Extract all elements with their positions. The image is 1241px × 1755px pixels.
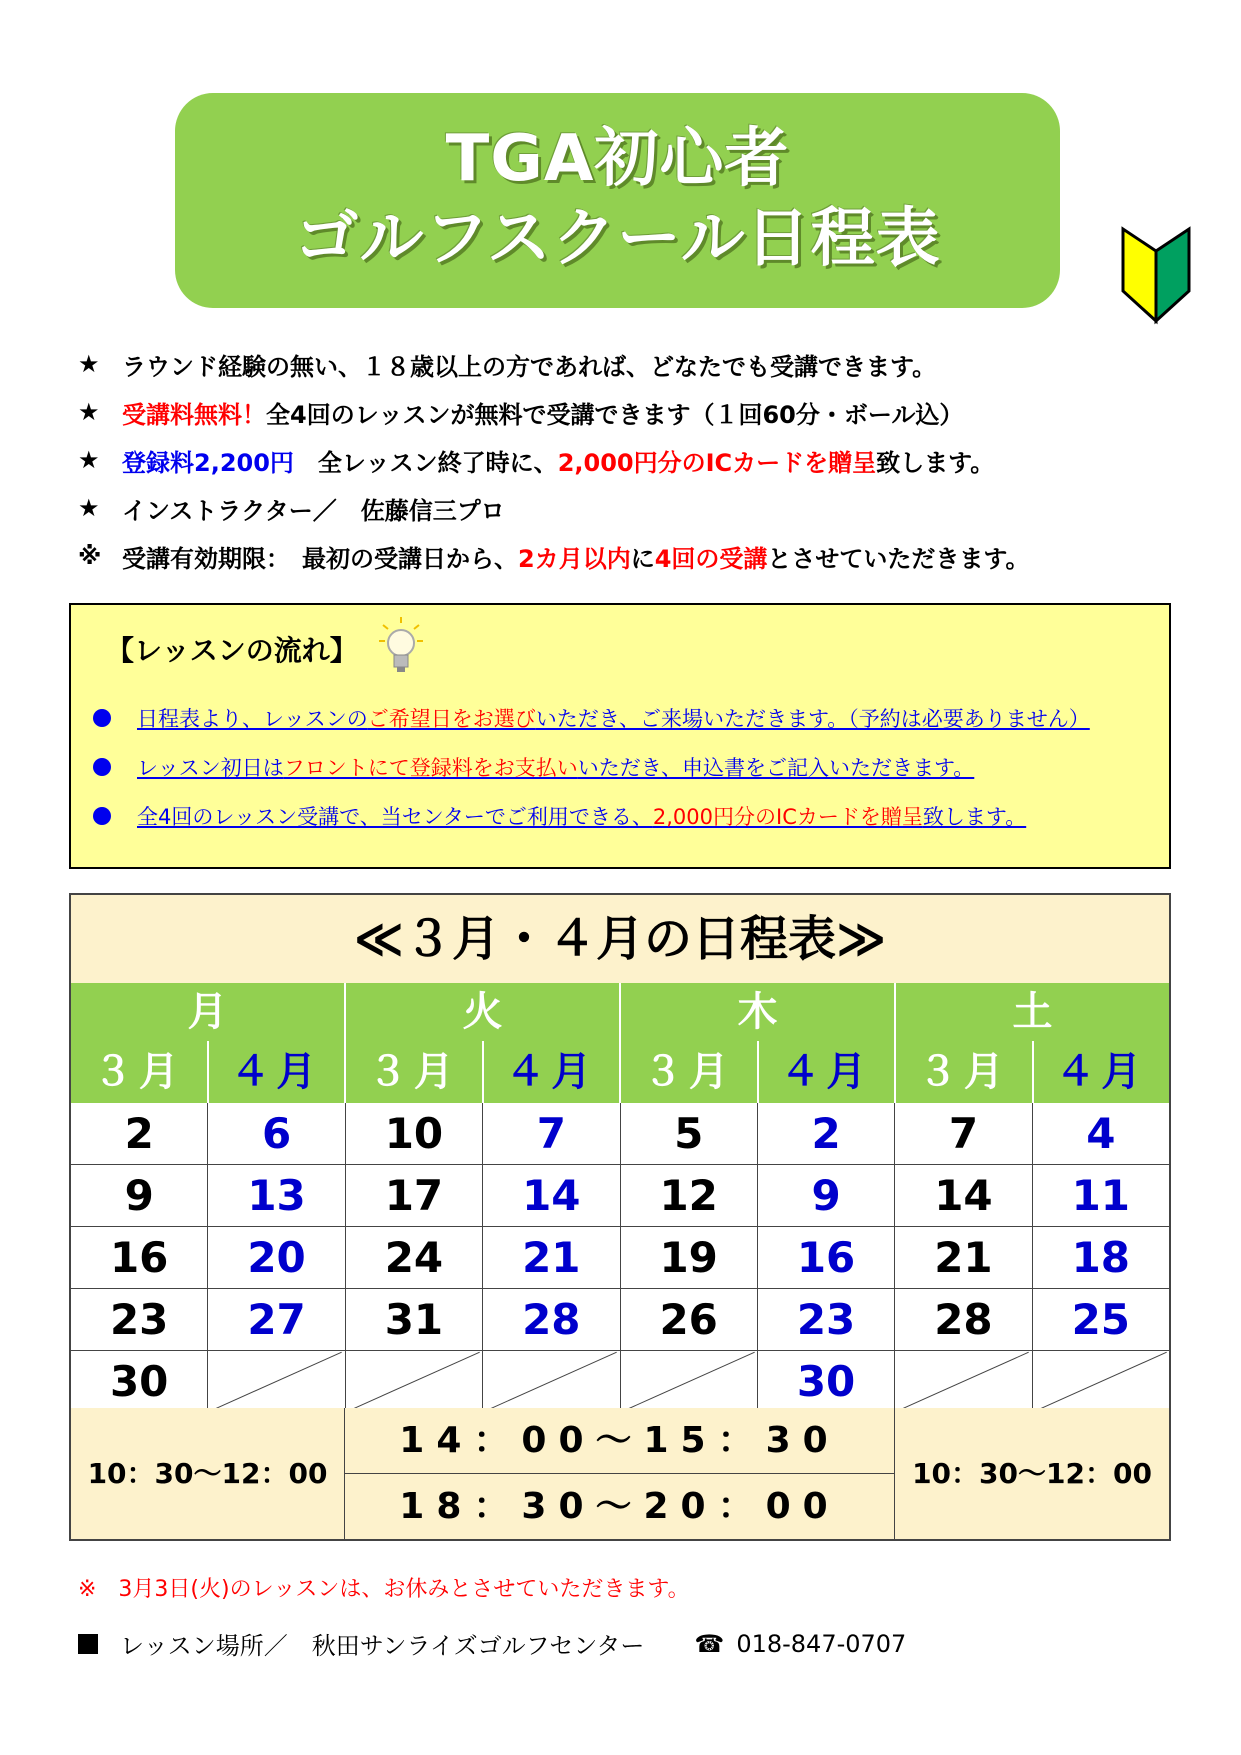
star-icon: ★ bbox=[78, 398, 100, 426]
schedule-title: ≪３月・４月の日程表≫ bbox=[71, 895, 1169, 984]
bullet-dot-icon bbox=[93, 758, 111, 776]
title-line-2: ゴルフスクール日程表 bbox=[294, 202, 941, 276]
empty-date-cell bbox=[483, 1351, 620, 1412]
note-text: 全レッスン終了時に、 bbox=[293, 448, 558, 477]
date-cell: 26 bbox=[621, 1289, 758, 1350]
empty-date-cell bbox=[895, 1351, 1032, 1412]
month-header: ３月 bbox=[896, 1041, 1034, 1103]
month-header: ３月 bbox=[71, 1041, 209, 1103]
note-item bbox=[78, 388, 1198, 436]
star-icon: ★ bbox=[78, 350, 100, 378]
date-cell: 31 bbox=[346, 1289, 483, 1350]
date-cell: 30 bbox=[71, 1351, 208, 1412]
notes-list bbox=[78, 340, 1198, 580]
note-highlight: 受講料無料！ bbox=[122, 400, 266, 429]
note-text: 致します。 bbox=[876, 448, 995, 477]
date-cell: 19 bbox=[621, 1227, 758, 1288]
note-item bbox=[78, 436, 1198, 484]
date-cell: 25 bbox=[1071, 1295, 1131, 1344]
date-cell: 21 bbox=[483, 1227, 620, 1288]
flow-step-text: 日程表より、レッスンのご希望日をお選びいただき、ご来場いただきます。（予約は必要ありません） bbox=[137, 707, 1090, 731]
note-text: に bbox=[630, 544, 655, 573]
date-cell: 7 bbox=[895, 1103, 1032, 1164]
date-cell: 9 bbox=[71, 1165, 208, 1226]
note-text: とさせていただきます。 bbox=[767, 544, 1030, 573]
note-highlight: 4回の受講 bbox=[654, 544, 768, 573]
empty-date-cell bbox=[346, 1351, 483, 1412]
note-item bbox=[78, 532, 1198, 580]
table-row bbox=[71, 1351, 1169, 1413]
date-cell: 14 bbox=[895, 1165, 1032, 1226]
date-cell: 5 bbox=[621, 1103, 758, 1164]
date-cell: 14 bbox=[483, 1165, 620, 1226]
note-item bbox=[78, 484, 1198, 532]
date-cell: 23 bbox=[758, 1289, 895, 1350]
month-header: ３月 bbox=[621, 1041, 759, 1103]
empty-date-cell bbox=[208, 1351, 345, 1412]
note-text: インストラクター／ 佐藤信三プロ bbox=[122, 496, 505, 525]
flow-step-text: レッスン初日はフロントにて登録料をお支払いいただき、申込書をご記入いただきます。 bbox=[137, 756, 975, 780]
date-cell: 12 bbox=[621, 1165, 758, 1226]
lesson-flow-title: 【レッスンの流れ】 bbox=[106, 634, 358, 667]
star-icon: ★ bbox=[78, 446, 100, 474]
date-cell: 16 bbox=[71, 1227, 208, 1288]
beginner-mark-icon bbox=[1115, 221, 1197, 331]
phone-icon: ☎ bbox=[694, 1629, 725, 1658]
date-cell: 9 bbox=[758, 1165, 895, 1226]
date-cell: 7 bbox=[483, 1103, 620, 1164]
note-text: ラウンド経験の無い、１８歳以上の方であれば、どなたでも受講できます。 bbox=[122, 352, 937, 381]
flow-step bbox=[93, 752, 974, 782]
month-header: ４月 bbox=[484, 1041, 622, 1103]
date-cell: 13 bbox=[208, 1165, 345, 1226]
date-cell: 20 bbox=[208, 1227, 345, 1288]
note-highlight: 2カ月以内 bbox=[518, 544, 631, 573]
flow-step-text: 全4回のレッスン受講で、当センターでご利用できる、2,000円分のICカードを贈呈致します。 bbox=[137, 805, 1027, 829]
note-text: 受講有効期限： 最初の受講日から、 bbox=[122, 544, 518, 573]
date-cell: 4 bbox=[1086, 1109, 1116, 1158]
square-bullet-icon bbox=[78, 1634, 98, 1654]
date-cell: 24 bbox=[346, 1227, 483, 1288]
evening-time: 18：30～20：00 bbox=[399, 1486, 840, 1527]
month-header: ４月 bbox=[1034, 1041, 1170, 1103]
lesson-times-row bbox=[71, 1408, 1169, 1539]
date-cell: 2 bbox=[758, 1103, 895, 1164]
schedule-table bbox=[69, 893, 1171, 1541]
title-banner bbox=[175, 93, 1060, 308]
title-line-1: TGA初心者 bbox=[445, 122, 790, 196]
date-cell: 27 bbox=[208, 1289, 345, 1350]
lightbulb-icon bbox=[379, 617, 423, 679]
date-cell: 6 bbox=[208, 1103, 345, 1164]
table-row bbox=[71, 1227, 1169, 1289]
midweek-times bbox=[345, 1408, 895, 1539]
location-text: レッスン場所／ 秋田サンライズゴルフセンター bbox=[120, 1632, 645, 1660]
empty-date-cell bbox=[1033, 1351, 1169, 1412]
holiday-note: ※ 3月3日(火)のレッスンは、お休みとさせていただきます。 bbox=[78, 1577, 690, 1602]
weekday-header-row bbox=[71, 983, 1169, 1041]
table-row bbox=[71, 1103, 1169, 1165]
afternoon-time: 14：00～15：30 bbox=[345, 1408, 894, 1474]
month-header: ３月 bbox=[346, 1041, 484, 1103]
date-cell: 18 bbox=[1071, 1233, 1131, 1282]
note-text: 全4回のレッスンが無料で受講できます（１回60分・ボール込） bbox=[266, 400, 964, 429]
date-cell: 21 bbox=[895, 1227, 1032, 1288]
monday-time: 10：30～12：00 bbox=[71, 1408, 345, 1539]
date-grid bbox=[71, 1103, 1169, 1413]
table-row bbox=[71, 1289, 1169, 1351]
date-cell: 17 bbox=[346, 1165, 483, 1226]
month-header-row bbox=[71, 1041, 1169, 1103]
flow-step bbox=[93, 801, 1026, 831]
weekday-header: 月 bbox=[71, 983, 346, 1041]
table-row bbox=[71, 1165, 1169, 1227]
month-header: ４月 bbox=[759, 1041, 897, 1103]
flow-step bbox=[93, 703, 1090, 733]
date-cell: 10 bbox=[346, 1103, 483, 1164]
registration-fee: 登録料2,200円 bbox=[122, 448, 294, 477]
note-item bbox=[78, 340, 1198, 388]
saturday-time: 10：30～12：00 bbox=[912, 1457, 1152, 1490]
phone-number: 018-847-0707 bbox=[736, 1629, 907, 1658]
reference-mark-icon: ※ bbox=[78, 542, 102, 570]
date-cell: 2 bbox=[71, 1103, 208, 1164]
date-cell: 28 bbox=[483, 1289, 620, 1350]
date-cell: 16 bbox=[758, 1227, 895, 1288]
date-cell: 11 bbox=[1071, 1171, 1131, 1220]
location-line bbox=[78, 1626, 906, 1661]
date-cell: 30 bbox=[758, 1351, 895, 1412]
date-cell: 28 bbox=[895, 1289, 1032, 1350]
weekday-header: 火 bbox=[346, 983, 621, 1041]
star-icon: ★ bbox=[78, 494, 100, 522]
bullet-dot-icon bbox=[93, 807, 111, 825]
note-highlight: 2,000円分のICカードを贈呈 bbox=[557, 448, 877, 477]
date-cell: 23 bbox=[71, 1289, 208, 1350]
bullet-dot-icon bbox=[93, 709, 111, 727]
weekday-header: 木 bbox=[621, 983, 896, 1041]
lesson-flow-box bbox=[69, 603, 1171, 869]
empty-date-cell bbox=[621, 1351, 758, 1412]
weekday-header: 土 bbox=[896, 983, 1169, 1041]
month-header: ４月 bbox=[209, 1041, 347, 1103]
